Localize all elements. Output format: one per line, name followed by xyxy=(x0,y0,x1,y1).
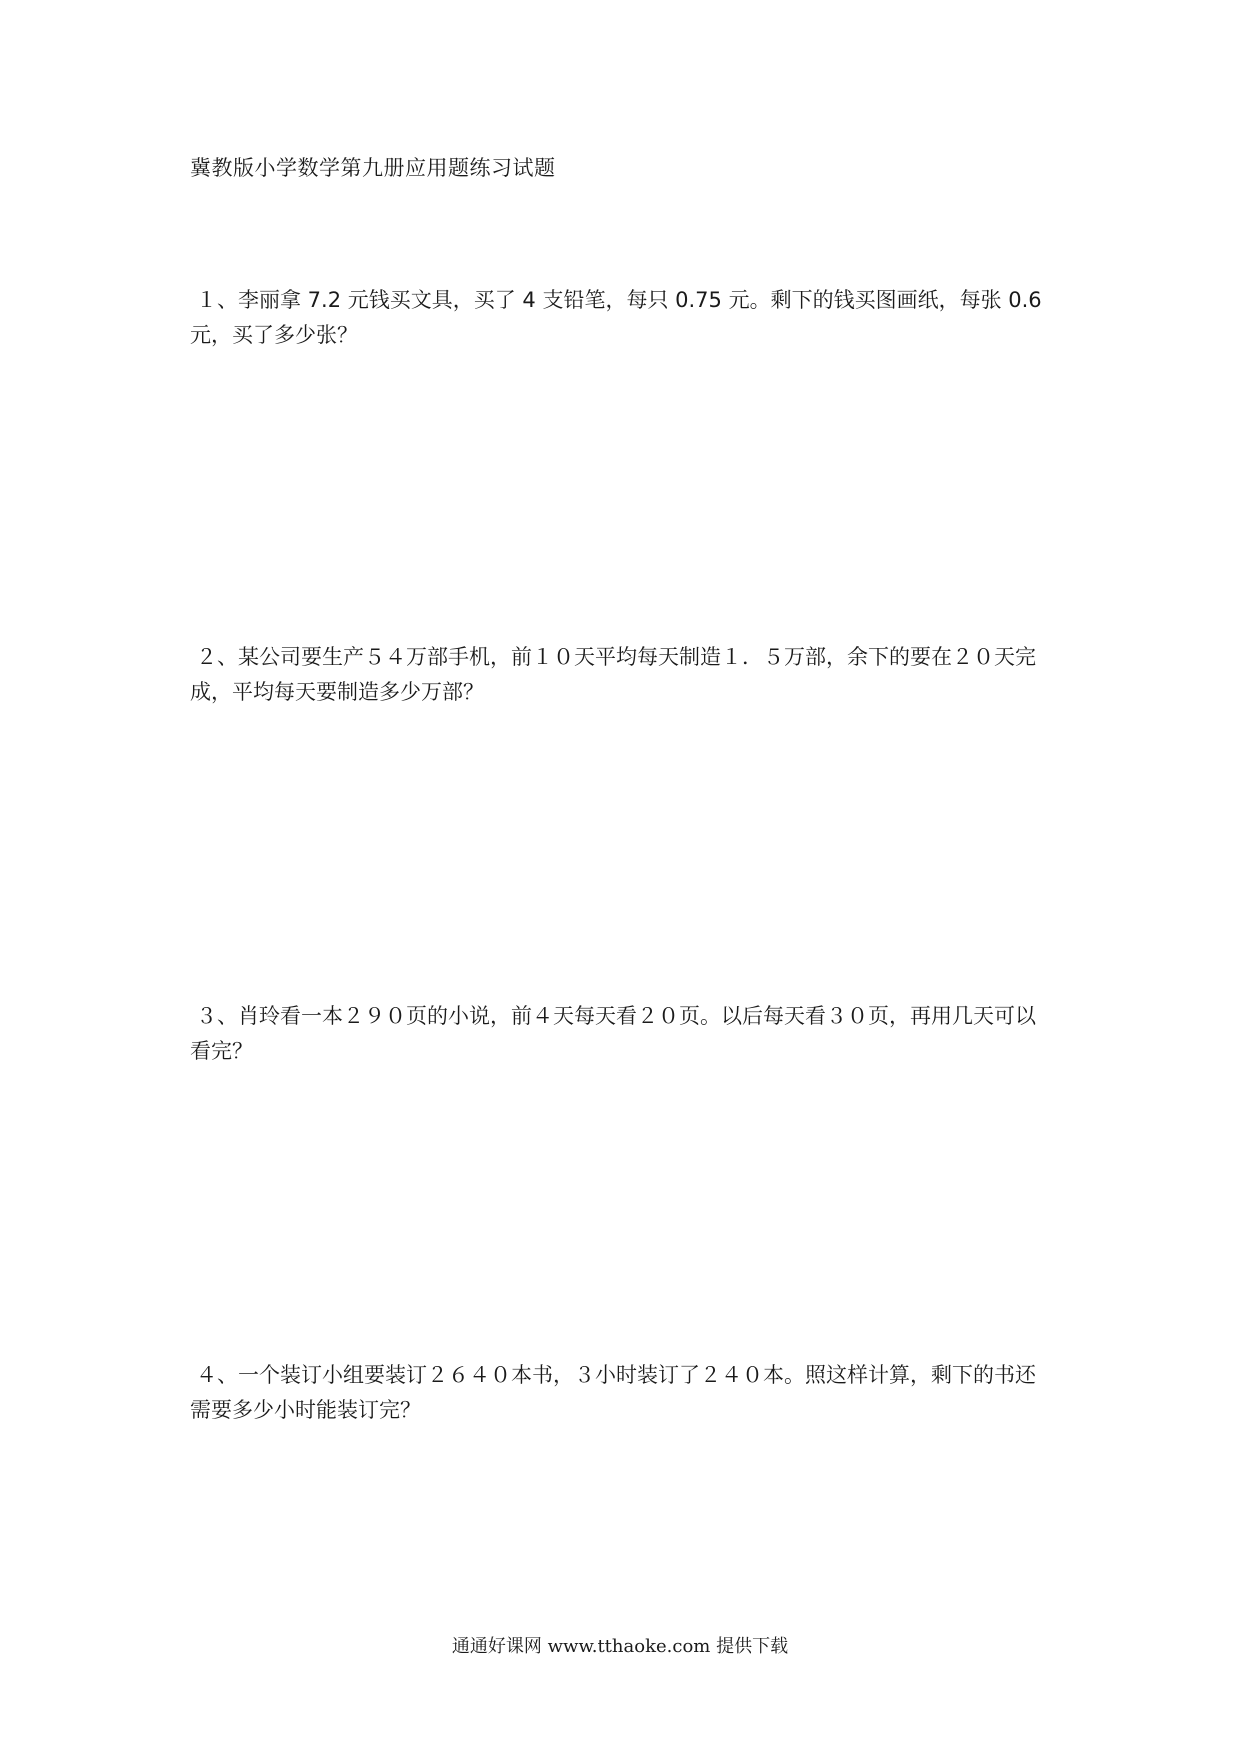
question-1-line-1: １、李丽拿 7.2 元钱买文具，买了 4 支铅笔，每只 0.75 元。剩下的钱买图画纸，每张 0.6 xyxy=(196,288,1042,312)
question-2-line-1: ２、某公司要生产５４万部手机，前１０天平均每天制造１．５万部，余下的要在２０天完 xyxy=(196,645,1036,669)
question-1-line-2: 元，买了多少张？ xyxy=(190,323,358,347)
question-2-line-2: 成，平均每天要制造多少万部？ xyxy=(190,680,484,704)
page-footer: 通通好课网 www.tthaoke.com 提供下载 xyxy=(451,1636,789,1657)
question-1 xyxy=(190,283,1070,353)
question-3 xyxy=(190,999,1070,1069)
question-4-line-1: ４、一个装订小组要装订２６４０本书，３小时装订了２４０本。照这样计算，剩下的书还 xyxy=(196,1363,1036,1387)
question-3-line-2: 看完？ xyxy=(190,1039,253,1063)
question-4 xyxy=(190,1358,1070,1428)
document-title: 冀教版小学数学第九册应用题练习试题 xyxy=(190,156,556,180)
question-3-line-1: ３、肖玲看一本２９０页的小说，前４天每天看２０页。以后每天看３０页，再用几天可以 xyxy=(196,1004,1036,1028)
question-4-line-2: 需要多少小时能装订完？ xyxy=(190,1398,421,1422)
question-2 xyxy=(190,640,1070,710)
